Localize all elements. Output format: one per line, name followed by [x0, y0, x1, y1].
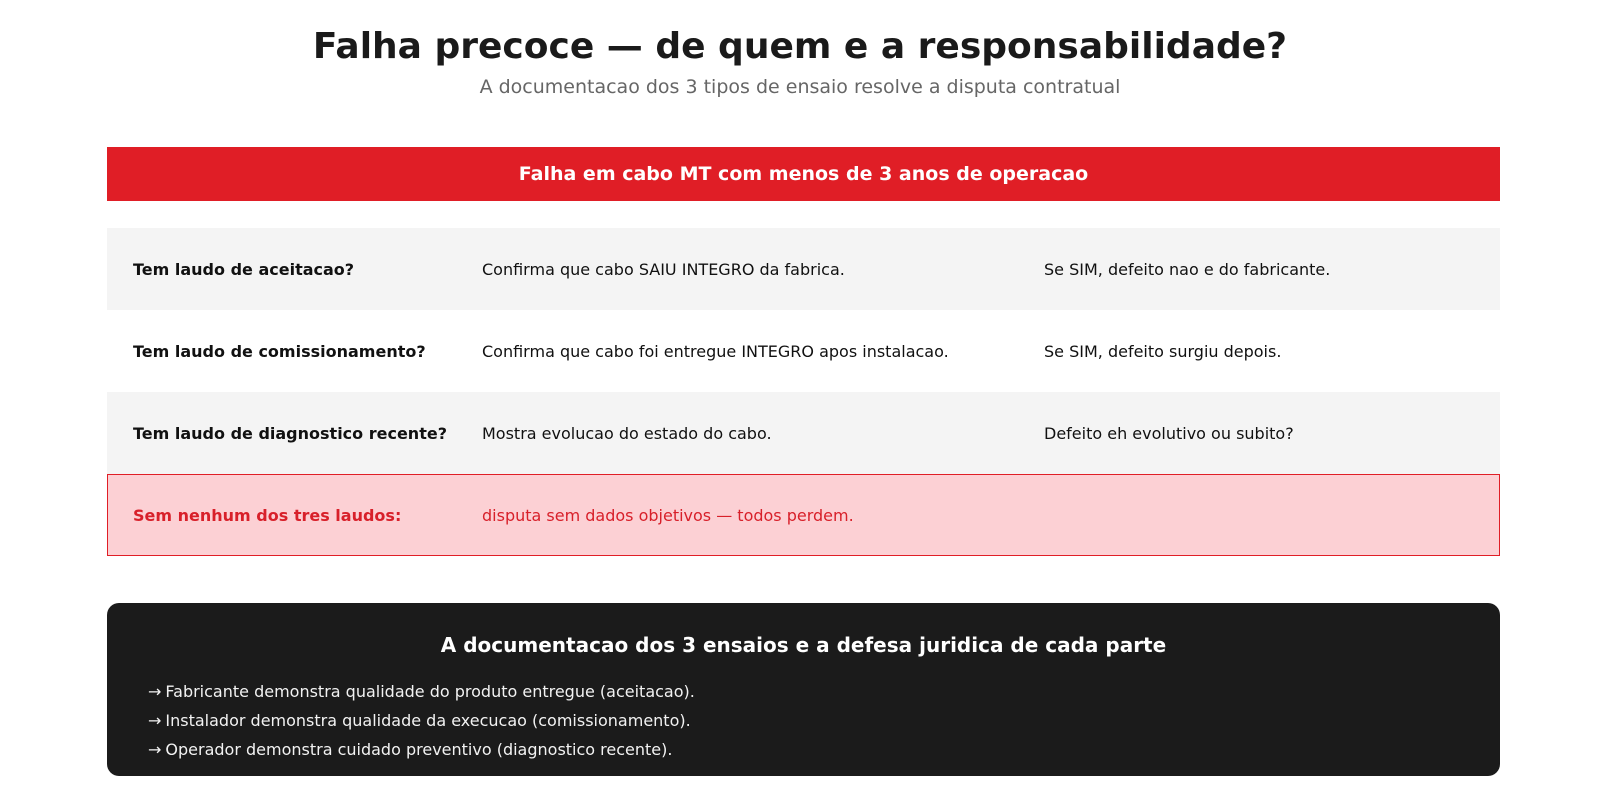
- list-item-text: Fabricante demonstra qualidade do produto entregue (aceitacao).: [165, 682, 695, 701]
- table-row: [107, 392, 1500, 474]
- row-result: Defeito eh evolutivo ou subito?: [1044, 423, 1294, 443]
- arrow-right-icon: →: [148, 711, 162, 730]
- row-question: Sem nenhum dos tres laudos:: [133, 505, 402, 525]
- row-question: Tem laudo de diagnostico recente?: [133, 423, 447, 443]
- page-subtitle: A documentacao dos 3 tipos de ensaio resolve a disputa contratual: [479, 76, 1121, 98]
- summary-title: A documentacao dos 3 ensaios e a defesa juridica de cada parte: [440, 633, 1167, 657]
- list-item: [148, 735, 695, 764]
- row-question: Tem laudo de aceitacao?: [133, 259, 355, 279]
- list-item-text: Instalador demonstra qualidade da execucao (comissionamento).: [165, 711, 691, 730]
- failure-banner: Falha em cabo MT com menos de 3 anos de operacao: [107, 147, 1500, 201]
- arrow-right-icon: →: [148, 682, 162, 701]
- row-description: Confirma que cabo SAIU INTEGRO da fabrica.: [482, 259, 845, 279]
- page-title: Falha precoce — de quem e a responsabilidade?: [312, 26, 1288, 67]
- row-description: disputa sem dados objetivos — todos perdem.: [482, 505, 854, 525]
- responsibility-table: [107, 228, 1500, 556]
- arrow-right-icon: →: [148, 740, 162, 759]
- summary-list: [148, 677, 695, 764]
- alert-row: [107, 474, 1500, 556]
- summary-box: [107, 603, 1500, 776]
- row-result: Se SIM, defeito nao e do fabricante.: [1044, 259, 1331, 279]
- row-description: Confirma que cabo foi entregue INTEGRO apos instalacao.: [482, 341, 949, 361]
- list-item: [148, 706, 695, 735]
- table-row: [107, 310, 1500, 392]
- table-row: [107, 228, 1500, 310]
- list-item: [148, 677, 695, 706]
- row-description: Mostra evolucao do estado do cabo.: [482, 423, 772, 443]
- row-result: Se SIM, defeito surgiu depois.: [1044, 341, 1282, 361]
- list-item-text: Operador demonstra cuidado preventivo (diagnostico recente).: [165, 740, 673, 759]
- row-question: Tem laudo de comissionamento?: [133, 341, 426, 361]
